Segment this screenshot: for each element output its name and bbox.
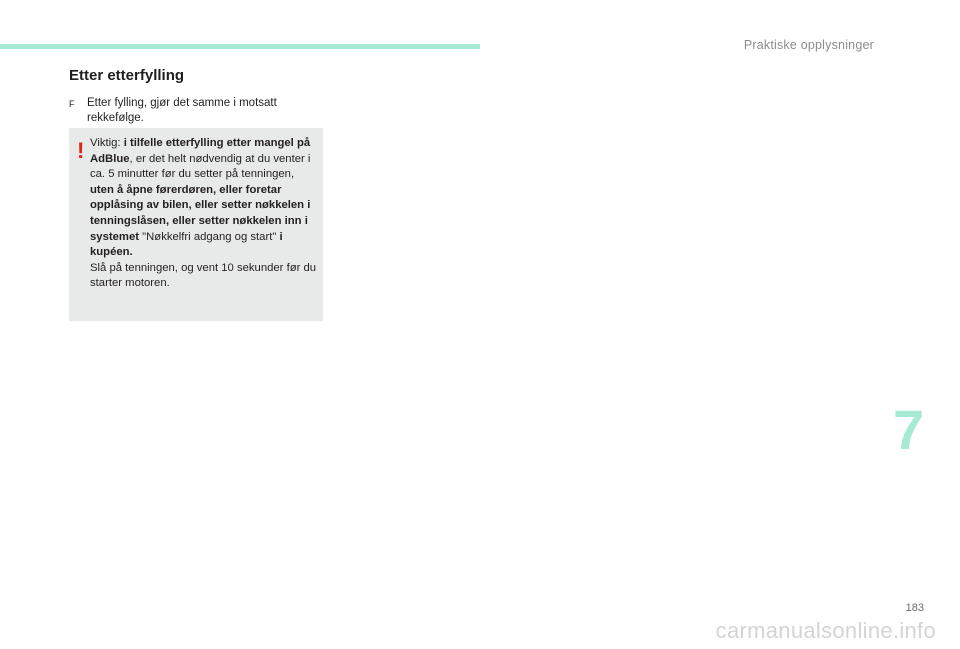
chapter-color-bar xyxy=(0,44,480,49)
warning-prefix: Viktig: xyxy=(90,137,124,149)
warning-bold-2: uten å åpne førerdøren, eller foretar opplåsing av bilen, eller setter nøkkelen i tenningslåsen, eller setter nøkkelen inn i systemet xyxy=(90,183,311,243)
warning-mid-2: "Nøkkelfri adgang og start" xyxy=(138,230,280,243)
warning-exclamation-icon: ! xyxy=(77,138,85,163)
warning-bold-3: i kupéen. xyxy=(90,230,283,259)
page-heading: Etter etterfylling xyxy=(69,67,185,84)
step-text: Etter fylling, gjør det samme i motsatt rekkefølge. xyxy=(87,97,277,124)
watermark: carmanualsonline.info xyxy=(715,618,936,643)
chapter-number: 7 xyxy=(893,398,925,461)
warning-box xyxy=(69,128,323,321)
warning-bold-1: i tilfelle etterfylling etter mangel på AdBlue xyxy=(90,137,311,165)
warning-text xyxy=(90,136,318,292)
warning-mid-1: , er det helt nødvendig at du venter i ca. 5 minutter før du setter på tenningen, xyxy=(90,152,311,181)
instruction-step xyxy=(69,96,319,126)
section-title: Praktiske opplysninger xyxy=(743,38,874,52)
step-bullet-icon: F xyxy=(69,99,75,109)
page-number: 183 xyxy=(905,602,924,614)
warning-paragraph-2: Slå på tenningen, og vent 10 sekunder før du starter motoren. xyxy=(90,261,317,290)
